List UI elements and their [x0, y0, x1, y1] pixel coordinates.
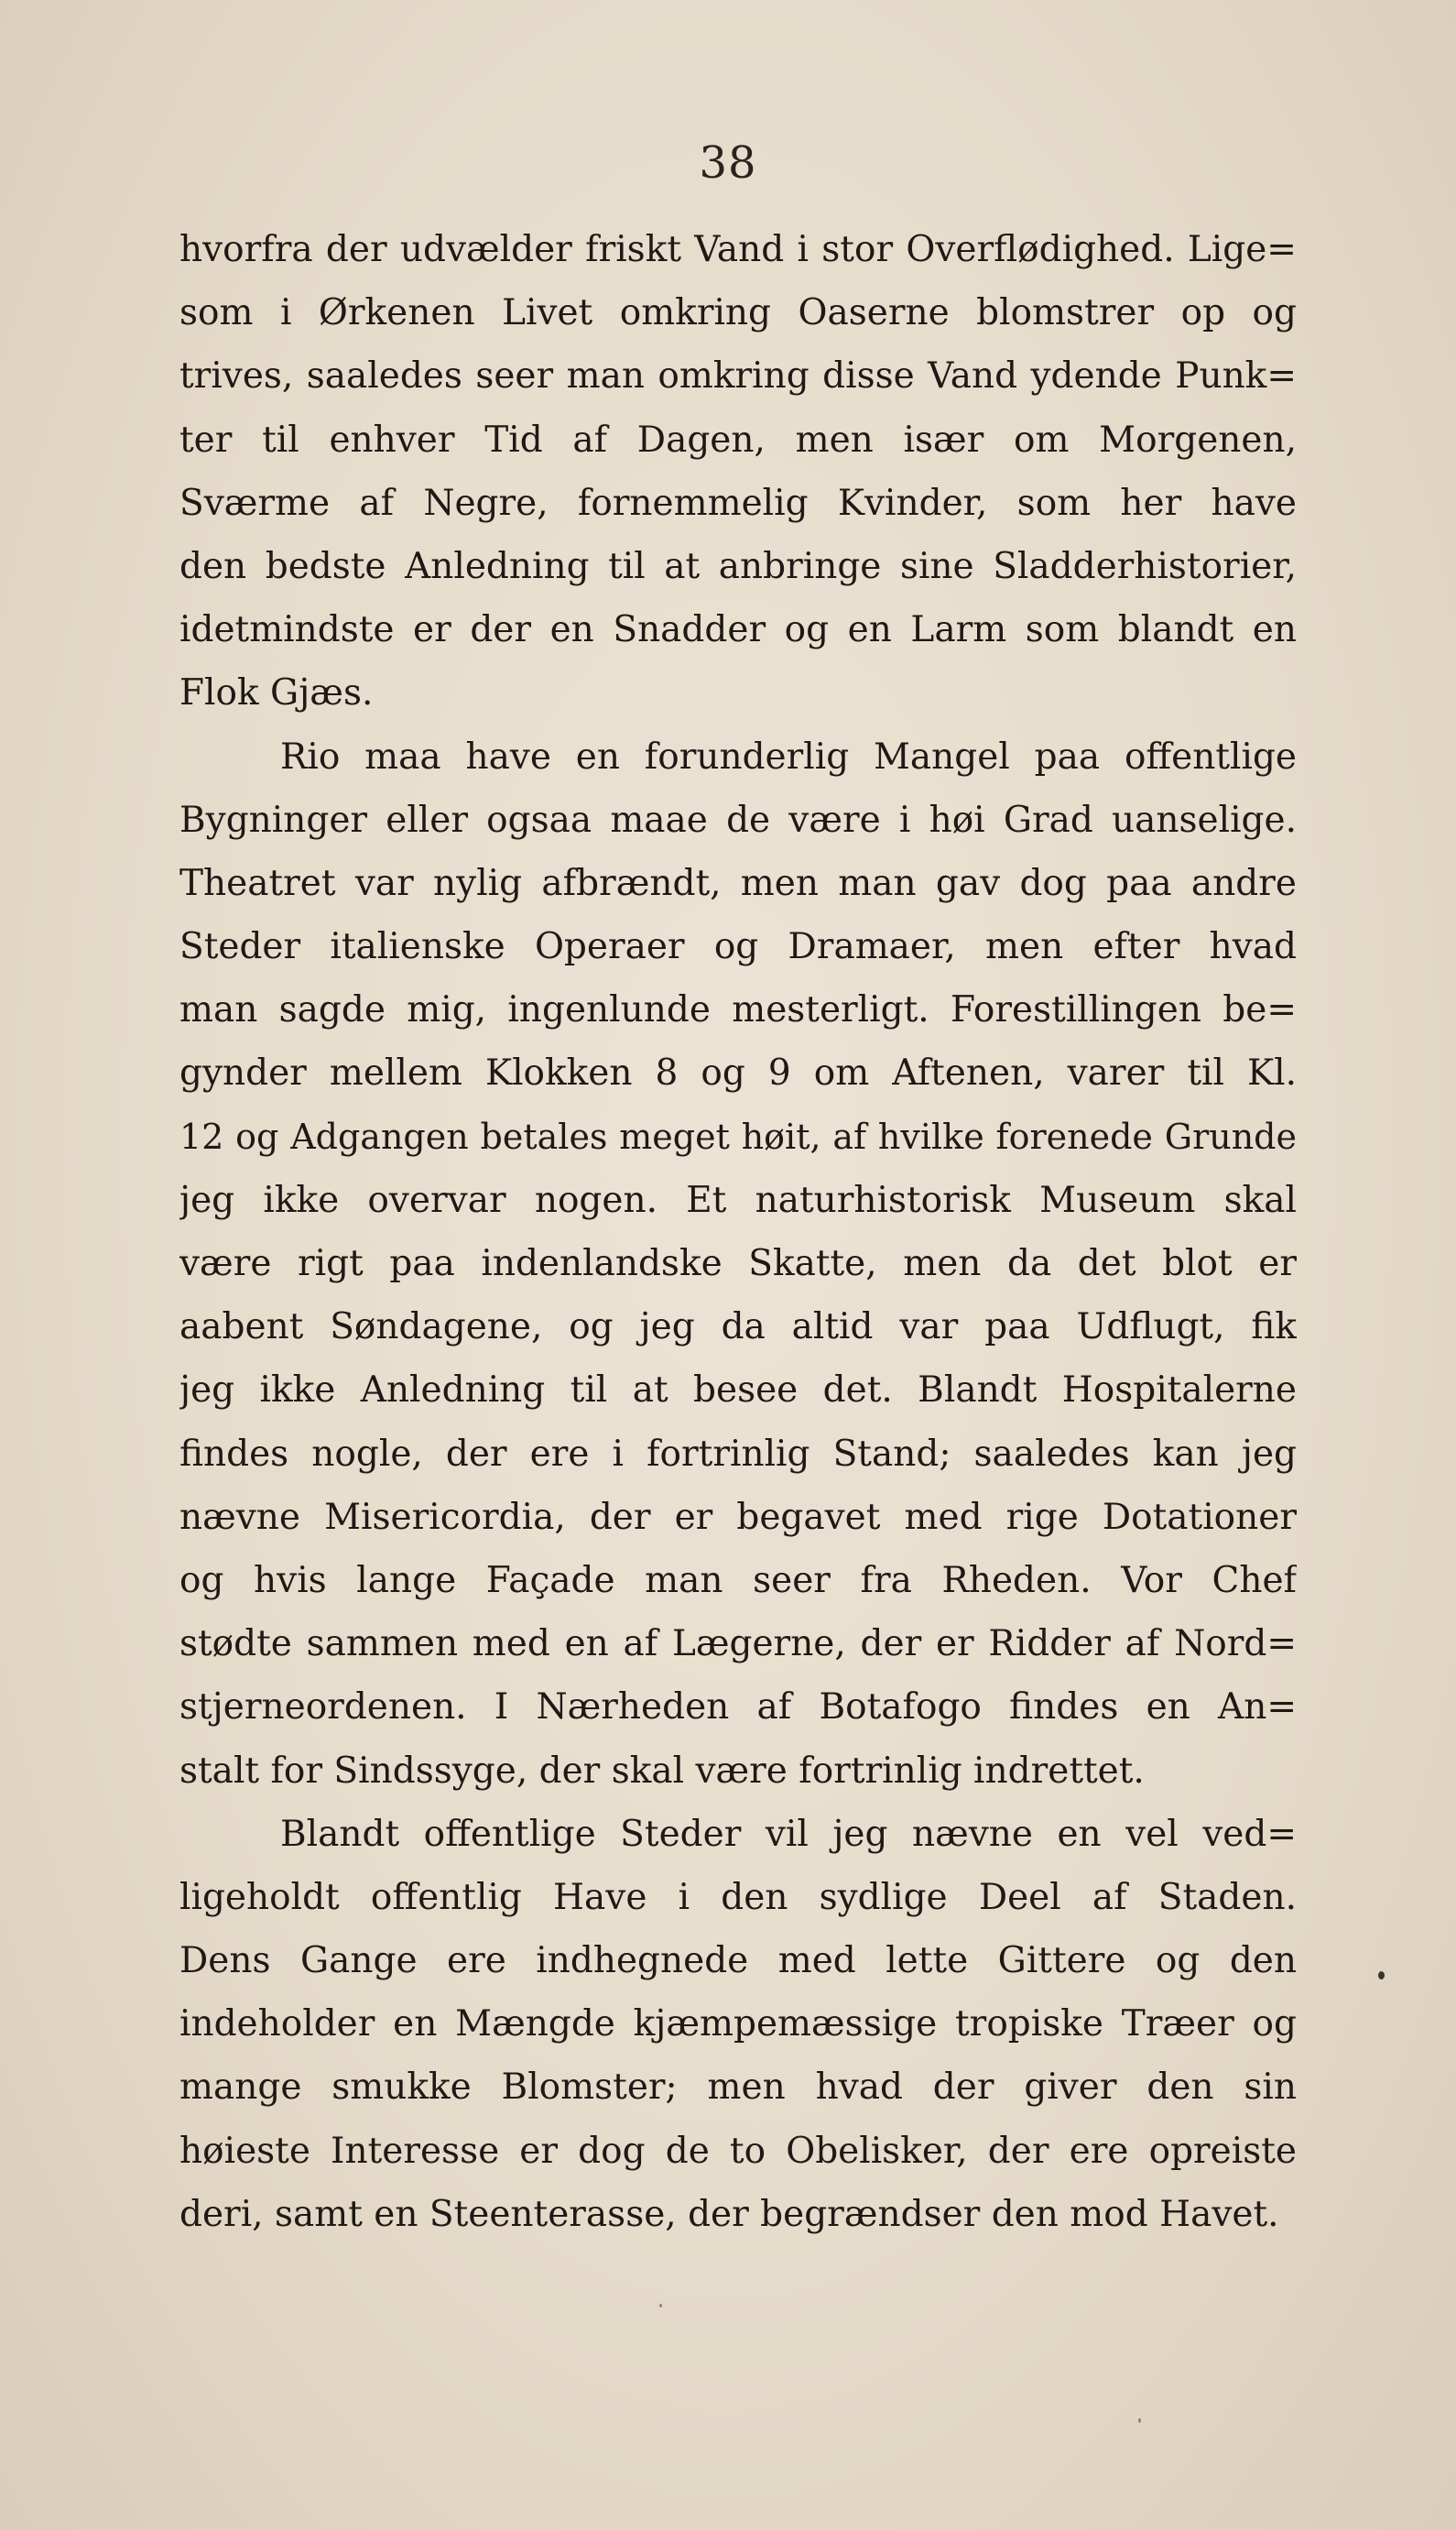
text-line: være rigt paa indenlandske Skatte, men da det blot er [179, 1243, 1297, 1284]
body-text [179, 218, 1297, 2246]
text-line: Bygninger eller ogsaa maae de være i høi Grad uanselige. [179, 799, 1297, 841]
text-line: indeholder en Mængde kjæmpemæssige tropiske Træer og [179, 2003, 1297, 2045]
paper-speck [1138, 2418, 1141, 2423]
text-line: gynder mellem Klokken 8 og 9 om Aftenen, varer til Kl. [179, 1052, 1297, 1095]
text-line: idetmindste er der en Snadder og en Larm som blandt en [179, 609, 1297, 651]
text-line: aabent Søndagene, og jeg da altid var paa Udflugt, fik [179, 1306, 1297, 1348]
text-line: mange smukke Blomster; men hvad der giver den sin [179, 2067, 1297, 2109]
text-line: Sværme af Negre, fornemmelig Kvinder, som her have [179, 482, 1297, 524]
text-line: ter til enhver Tid af Dagen, men især om Morgenen, [179, 419, 1297, 461]
text-line: findes nogle, der ere i fortrinlig Stand; saaledes kan jeg [179, 1433, 1297, 1475]
text-line: Blandt offentlige Steder vil jeg nævne en vel ved= [280, 1813, 1297, 1855]
text-line: trives, saaledes seer man omkring disse Vand ydende Punk= [179, 355, 1297, 398]
paper-speck [659, 2304, 662, 2307]
paper-speck [1378, 1971, 1385, 1979]
page-number: 38 [699, 137, 757, 189]
text-line: hvorfra der udvælder friskt Vand i stor Overflødighed. Lige= [179, 229, 1297, 270]
text-line: stødte sammen med en af Lægerne, der er Ridder af Nord= [179, 1623, 1297, 1665]
text-line: nævne Misericordia, der er begavet med rige Dotationer [179, 1496, 1297, 1538]
text-line: stalt for Sindssyge, der skal være fortrinlig indrettet. [179, 1750, 1145, 1792]
text-line: høieste Interesse er dog de to Obelisker, der ere opreiste [179, 2130, 1297, 2172]
text-line: jeg ikke overvar nogen. Et naturhistorisk Museum skal [179, 1179, 1297, 1221]
text-line: Dens Gange ere indhegnede med lette Gittere og den [179, 1940, 1297, 1982]
text-line: man sagde mig, ingenlunde mesterligt. Forestillingen be= [179, 989, 1297, 1031]
text-line: og hvis lange Façade man seer fra Rheden. Vor Chef [179, 1559, 1297, 1601]
text-line: som i Ørkenen Livet omkring Oaserne blomstrer op og [179, 292, 1297, 334]
text-line: den bedste Anledning til at anbringe sine Sladderhistorier, [179, 545, 1297, 587]
text-line: Theatret var nylig afbrændt, men man gav dog paa andre [179, 862, 1297, 904]
text-line: jeg ikke Anledning til at besee det. Blandt Hospitalerne [179, 1369, 1297, 1412]
text-line: Steder italienske Operaer og Dramaer, men efter hvad [179, 926, 1297, 968]
text-line: deri, samt en Steenterasse, der begrændser den mod Havet. [179, 2193, 1279, 2235]
text-line: Rio maa have en forunderlig Mangel paa offentlige [280, 736, 1297, 778]
text-line: stjerneordenen. I Nærheden af Botafogo findes en An= [179, 1686, 1297, 1728]
text-line: 12 og Adgangen betales meget høit, af hvilke forenede Grunde [179, 1116, 1297, 1157]
text-line: Flok Gjæs. [179, 672, 374, 714]
text-line: ligeholdt offentlig Have i den sydlige Deel af Staden. [179, 1876, 1297, 1918]
